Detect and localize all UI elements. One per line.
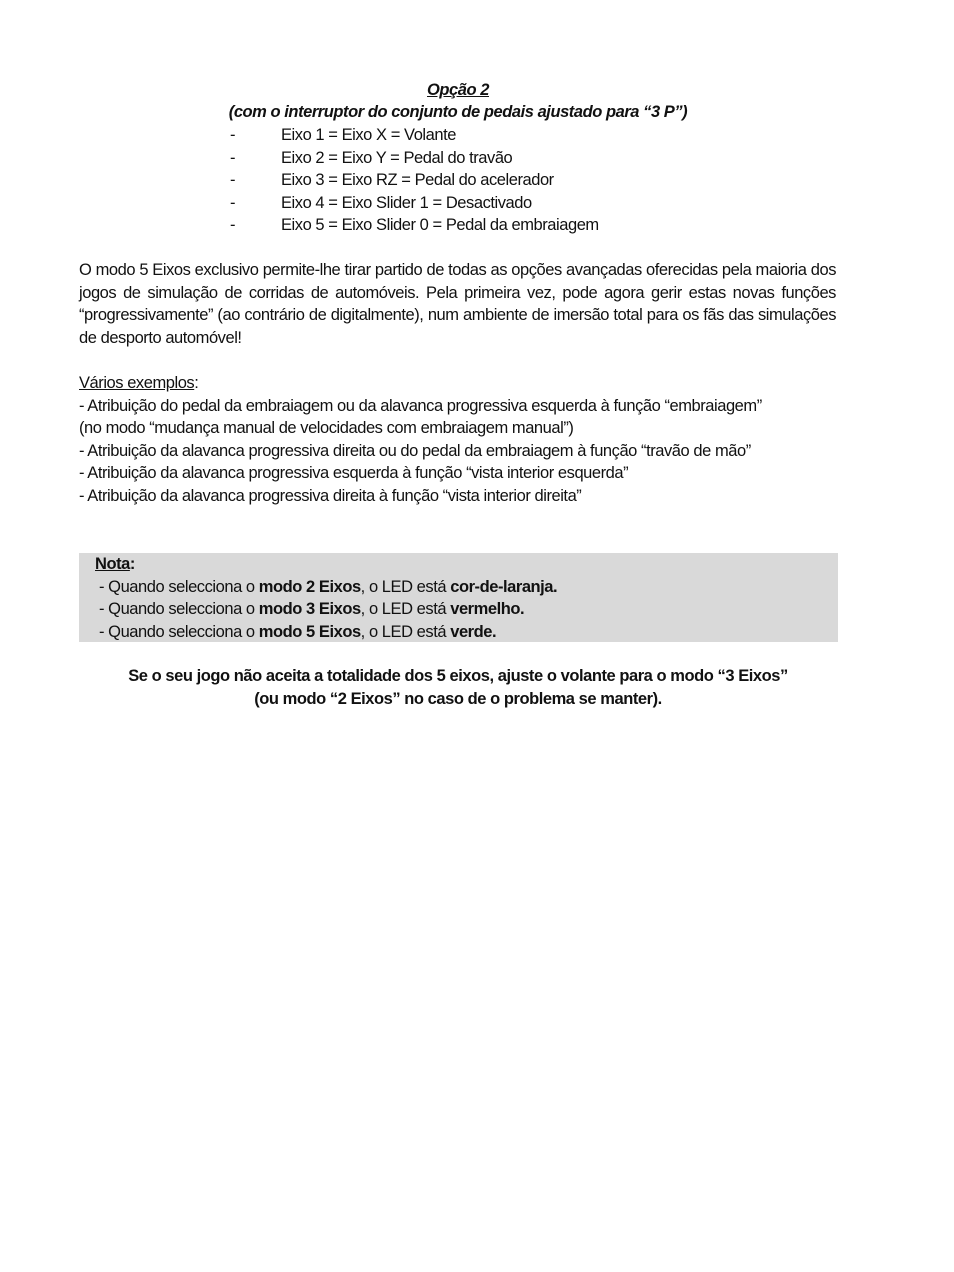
axis-mapping-text: Eixo 4 = Eixo Slider 1 = Desactivado bbox=[281, 193, 532, 212]
note-heading-colon: : bbox=[129, 555, 135, 573]
note-item bbox=[95, 621, 557, 644]
axis-mapping-text: Eixo 2 = Eixo Y = Pedal do travão bbox=[281, 148, 513, 167]
note-item-mode: modo 3 Eixos bbox=[258, 600, 361, 618]
list-dash: - bbox=[230, 193, 236, 212]
axis-mapping-list bbox=[230, 124, 599, 237]
example-line: - Atribuição do pedal da embraiagem ou da alavanca progressiva esquerda à função “embraiagem” bbox=[79, 396, 762, 415]
note-content bbox=[95, 553, 557, 643]
note-item bbox=[95, 598, 557, 621]
examples-heading bbox=[79, 372, 859, 395]
note-item-mid: , o LED está bbox=[360, 577, 451, 596]
examples-heading-text: Vários exemplos bbox=[79, 374, 195, 392]
note-item-mode: modo 2 Eixos bbox=[258, 577, 361, 596]
warning-line: (ou modo “2 Eixos” no caso de o problema se manter). bbox=[254, 689, 662, 708]
list-item bbox=[230, 169, 599, 192]
note-item bbox=[95, 576, 557, 599]
list-dash: - bbox=[230, 216, 236, 234]
list-item bbox=[230, 124, 599, 147]
list-dash: - bbox=[230, 148, 236, 167]
examples-section bbox=[79, 372, 859, 507]
note-item-led-color: verde. bbox=[450, 622, 497, 641]
compatibility-warning bbox=[0, 665, 916, 710]
description-paragraph: O modo 5 Eixos exclusivo permite-lhe tirar partido de todas as opções avançadas oferecidas pela maioria dos jogos de simulação de corridas de automóveis. Pela primeira vez, pode agora gerir estas novas funções “progressivamente” (ao contrário de digitalmente), num ambiente de imersão total para os fãs das simulações de desporto automóvel! bbox=[79, 261, 836, 347]
section-subtitle: (com o interruptor do conjunto de pedais ajustado para “3 P”) bbox=[228, 103, 688, 121]
note-item-mid: , o LED está bbox=[360, 622, 451, 641]
note-item-led-color: cor-de-laranja. bbox=[450, 577, 558, 596]
axis-mapping-text: Eixo 3 = Eixo RZ = Pedal do acelerador bbox=[281, 171, 554, 189]
axis-mapping-text: Eixo 1 = Eixo X = Volante bbox=[281, 126, 456, 144]
note-box bbox=[79, 553, 838, 642]
note-heading-text: Nota bbox=[95, 555, 130, 573]
list-item bbox=[230, 147, 599, 170]
list-dash: - bbox=[230, 171, 236, 189]
note-item-prefix: - Quando selecciona o bbox=[99, 577, 259, 596]
example-line: - Atribuição da alavanca progressiva direita ou do pedal da embraiagem à função “travão de mão” bbox=[79, 441, 751, 460]
example-line: - Atribuição da alavanca progressiva esquerda à função “vista interior esquerda” bbox=[79, 464, 629, 482]
note-item-mode: modo 5 Eixos bbox=[258, 622, 361, 641]
example-line: (no modo “mudança manual de velocidades com embraiagem manual”) bbox=[79, 419, 574, 437]
note-item-prefix: - Quando selecciona o bbox=[99, 600, 259, 618]
warning-line: Se o seu jogo não aceita a totalidade dos 5 eixos, ajuste o volante para o modo “3 Eixos” bbox=[128, 667, 788, 685]
axis-mapping-text: Eixo 5 = Eixo Slider 0 = Pedal da embraiagem bbox=[281, 216, 599, 234]
examples-heading-colon: : bbox=[194, 374, 199, 392]
note-item-prefix: - Quando selecciona o bbox=[99, 622, 259, 641]
note-item-led-color: vermelho. bbox=[450, 600, 525, 618]
note-heading bbox=[95, 553, 557, 576]
list-dash: - bbox=[230, 126, 236, 144]
example-line: - Atribuição da alavanca progressiva direita à função “vista interior direita” bbox=[79, 486, 582, 505]
list-item bbox=[230, 214, 599, 237]
section-title: Opção 2 bbox=[427, 81, 489, 99]
list-item bbox=[230, 192, 599, 215]
note-item-mid: , o LED está bbox=[360, 600, 451, 618]
